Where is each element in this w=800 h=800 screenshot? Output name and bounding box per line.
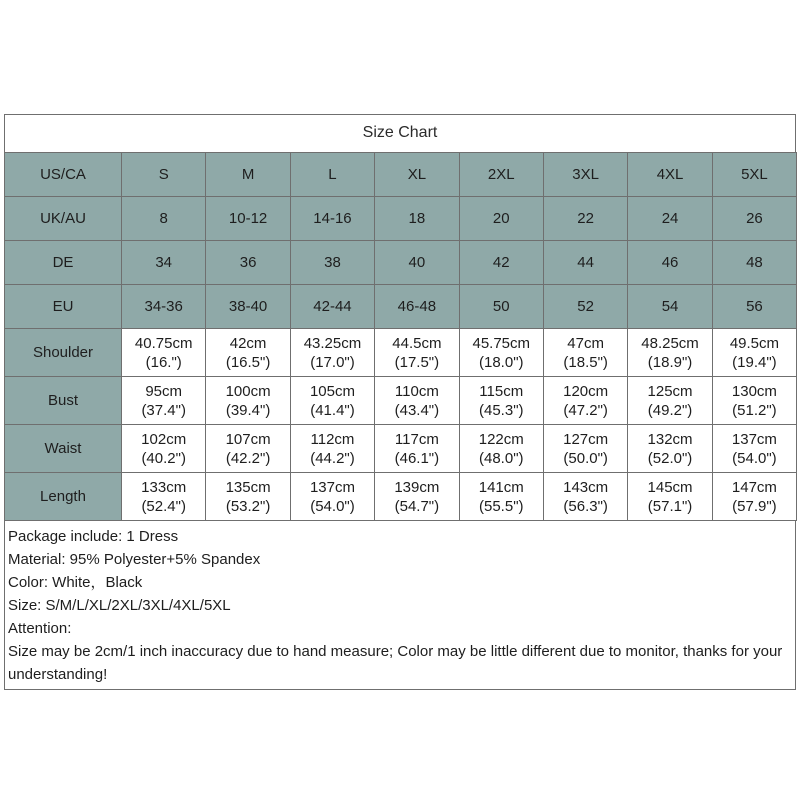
measurement-cell [290,473,374,521]
size-cell: 36 [206,241,290,285]
measurement-cell [122,425,206,473]
color-note: Color: White，Black [8,574,143,591]
size-cell: 14-16 [290,197,374,241]
measurement-inch: (52.4") [141,497,186,515]
measurement-inch: (39.4") [225,401,271,419]
measurement-inch: (41.4") [310,401,355,419]
measurement-inch: (50.0") [563,449,608,467]
size-cell: 50 [459,285,543,329]
measurement-inch: (44.2") [310,449,355,467]
size-cell: 56 [712,285,796,329]
size-cell: 10-12 [206,197,290,241]
size-row [5,153,797,197]
size-cell: 42-44 [290,285,374,329]
measurement-cm: 49.5cm [729,334,780,352]
measurement-label: Shoulder [5,329,122,377]
size-cell: 40 [375,241,459,285]
size-cell: 24 [628,197,712,241]
measurement-cm: 44.5cm [392,334,442,352]
measurement-cell [206,329,290,377]
size-note: Size: S/M/L/XL/2XL/3XL/4XL/5XL [8,597,231,614]
measurement-cell [543,329,627,377]
measurement-cell [375,329,459,377]
measurement-cell [290,377,374,425]
row-label: DE [5,241,122,285]
measurement-row [5,377,797,425]
measurement-cell [290,329,374,377]
measurement-inch: (54.0") [310,497,355,515]
size-cell: 38-40 [206,285,290,329]
product-notes [8,525,788,686]
size-cell: 20 [459,197,543,241]
measurement-inch: (55.5") [479,497,524,515]
measurement-cm: 145cm [647,478,693,496]
measurement-cm: 45.75cm [472,334,531,352]
measurement-cm: 139cm [394,478,440,496]
measurement-cell [122,377,206,425]
measurement-inch: (19.4") [732,353,777,371]
measurement-inch: (18.0") [479,353,524,371]
measurement-inch: (18.5") [563,353,608,371]
measurement-cell [543,473,627,521]
measurement-inch: (43.4") [394,401,440,419]
measurement-cm: 127cm [563,430,609,448]
measurement-cm: 130cm [731,382,777,400]
measurement-cm: 125cm [647,382,693,400]
measurement-inch: (18.9") [647,353,693,371]
size-cell: 34 [122,241,206,285]
measurement-inch: (40.2") [141,449,186,467]
measurement-cell [459,473,543,521]
size-cell: 3XL [543,153,627,197]
size-cell: S [122,153,206,197]
measurement-label: Length [5,473,122,521]
measurement-cell [375,425,459,473]
size-cell: 54 [628,285,712,329]
measurement-cm: 105cm [309,382,355,400]
row-label: UK/AU [5,197,122,241]
measurement-cell [628,425,712,473]
measurement-row [5,473,797,521]
package-note: Package include: 1 Dress [8,528,179,545]
measurement-cell [122,329,206,377]
measurement-cell [543,425,627,473]
measurement-cell [375,473,459,521]
measurement-cm: 137cm [309,478,355,496]
measurement-cell [628,329,712,377]
measurement-cm: 40.75cm [134,334,193,352]
measurement-inch: (51.2") [732,401,777,419]
measurement-cell [206,377,290,425]
measurement-cell [206,473,290,521]
measurement-cm: 107cm [225,430,271,448]
measurement-cm: 141cm [478,478,524,496]
measurement-cm: 112cm [310,430,355,448]
measurement-cell [290,425,374,473]
measurement-cell [712,329,796,377]
size-cell: 4XL [628,153,712,197]
measurement-cell [459,425,543,473]
measurement-label: Bust [5,377,122,425]
size-cell: 44 [543,241,627,285]
measurement-inch: (47.2") [563,401,608,419]
measurement-inch: (16.") [145,353,182,371]
size-cell: 18 [375,197,459,241]
measurement-inch: (54.0") [732,449,777,467]
measurement-cell [459,329,543,377]
measurement-inch: (57.1") [647,497,693,515]
measurement-cell [459,377,543,425]
size-cell: 5XL [712,153,796,197]
measurement-cm: 147cm [731,478,777,496]
measurement-cm: 95cm [145,382,183,400]
size-cell: 26 [712,197,796,241]
row-label: US/CA [5,153,122,197]
measurement-row [5,425,797,473]
measurement-inch: (42.2") [225,449,271,467]
size-row [5,285,797,329]
measurement-cm: 133cm [141,478,187,496]
measurement-inch: (57.9") [732,497,777,515]
measurement-inch: (16.5") [225,353,271,371]
measurement-cm: 132cm [647,430,693,448]
measurement-cell [712,377,796,425]
measurement-cm: 110cm [394,382,439,400]
size-cell: XL [375,153,459,197]
measurement-inch: (49.2") [647,401,693,419]
measurement-cm: 143cm [563,478,609,496]
measurement-inch: (46.1") [394,449,440,467]
size-cell: M [206,153,290,197]
measurement-inch: (53.2") [225,497,271,515]
size-cell: 34-36 [122,285,206,329]
measurement-cell [122,473,206,521]
measurement-cm: 120cm [563,382,609,400]
measurement-cm: 48.25cm [641,334,699,352]
measurement-cm: 102cm [141,430,187,448]
measurement-cm: 115cm [479,382,524,400]
row-label: EU [5,285,122,329]
size-cell: 48 [712,241,796,285]
measurement-inch: (52.0") [647,449,693,467]
size-cell: 2XL [459,153,543,197]
measurement-inch: (54.7") [394,497,440,515]
size-cell: 52 [543,285,627,329]
measurement-cm: 137cm [731,430,777,448]
measurement-inch: (56.3") [563,497,608,515]
size-table [4,152,797,521]
measurement-cell [206,425,290,473]
measurement-label: Waist [5,425,122,473]
measurement-inch: (17.0") [310,353,355,371]
measurement-cm: 100cm [225,382,271,400]
size-row [5,197,797,241]
attention-label: Attention: [8,620,72,637]
measurement-cell [543,377,627,425]
size-cell: 8 [122,197,206,241]
size-row [5,241,797,285]
size-cell: 46-48 [375,285,459,329]
measurement-inch: (45.3") [479,401,524,419]
measurement-inch: (48.0") [479,449,524,467]
size-cell: 38 [290,241,374,285]
measurement-cell [712,473,796,521]
material-note: Material: 95% Polyester+5% Spandex [8,551,261,568]
measurement-cell [628,473,712,521]
measurement-cm: 47cm [567,334,604,352]
measurement-cm: 122cm [478,430,524,448]
measurement-inch: (17.5") [394,353,440,371]
measurement-cell [712,425,796,473]
measurement-cm: 117cm [394,430,439,448]
chart-title: Size Chart [362,124,438,141]
measurement-cm: 42cm [229,334,267,352]
measurement-cm: 135cm [225,478,271,496]
size-cell: 42 [459,241,543,285]
size-cell: 22 [543,197,627,241]
size-cell: L [290,153,374,197]
measurement-cell [628,377,712,425]
attention-text: Size may be 2cm/1 inch inaccuracy due to hand measure; Color may be little different due to monitor, thanks for your understanding! [8,643,783,683]
measurement-row [5,329,797,377]
measurement-cm: 43.25cm [303,334,362,352]
size-cell: 46 [628,241,712,285]
measurement-inch: (37.4") [141,401,186,419]
measurement-cell [375,377,459,425]
size-table-body [5,153,797,521]
